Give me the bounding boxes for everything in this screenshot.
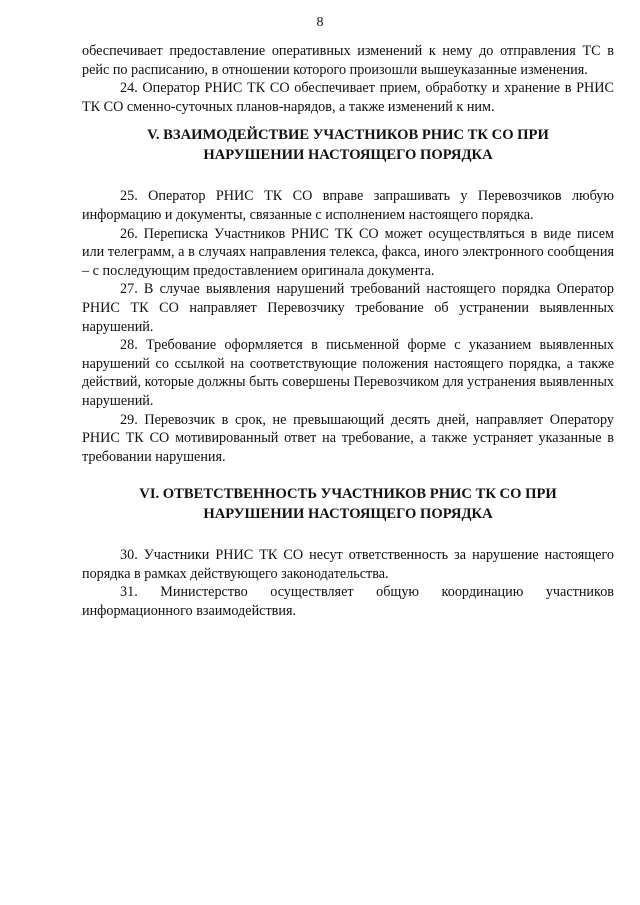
spacer bbox=[82, 524, 614, 546]
spacer bbox=[82, 116, 614, 126]
paragraph-26: 26. Переписка Участников РНИС ТК СО может осуществляться в виде писем или телеграмм, а в случаях направления телекса, факса, иного электронного сообщения – с последующим предоставлением оригинала документа. bbox=[82, 225, 614, 279]
paragraph-30: 30. Участники РНИС ТК СО несут ответственность за нарушение настоящего порядка в рамках действующего законодательства. bbox=[82, 547, 614, 582]
paragraph-25: 25. Оператор РНИС ТК СО вправе запрашивать у Перевозчиков любую информацию и документы, связанные с исполнением настоящего порядка. bbox=[82, 188, 614, 223]
paragraph-28: 28. Требование оформляется в письменной форме с указанием выявленных нарушений со ссылкой на соответствующие положения настоящего порядка, а также действий, которые должны быть совершены Перевозчиком для устранения выявленных нарушений. bbox=[82, 337, 614, 409]
paragraph-31: 31. Министерство осуществляет общую координацию участников информационного взаимодействия. bbox=[82, 584, 614, 620]
section-heading-vi: VI. ОТВЕТСТВЕННОСТЬ УЧАСТНИКОВ РНИС ТК СО ПРИ НАРУШЕНИИ НАСТОЯЩЕГО ПОРЯДКА bbox=[139, 486, 557, 522]
paragraph-29: 29. Перевозчик в срок, не превышающий десять дней, направляет Оператору РНИС ТК СО мотивированный ответ на требование, а также устраняет указанные в требовании нарушения. bbox=[82, 411, 614, 465]
spacer bbox=[82, 466, 614, 485]
section-heading-v: V. ВЗАИМОДЕЙСТВИЕ УЧАСТНИКОВ РНИС ТК СО ПРИ НАРУШЕНИИ НАСТОЯЩЕГО ПОРЯДКА bbox=[147, 127, 549, 163]
paragraph-24: 24. Оператор РНИС ТК СО обеспечивает прием, обработку и хранение в РНИС ТК СО сменно-суточных планов-нарядов, а также изменений к ним. bbox=[82, 80, 614, 115]
spacer bbox=[82, 165, 614, 187]
document-body bbox=[82, 42, 614, 621]
paragraph-27: 27. В случае выявления нарушений требований настоящего порядка Оператор РНИС ТК СО направляет Перевозчику требование об устранении выявленных нарушений. bbox=[82, 281, 614, 335]
page-number: 8 bbox=[316, 15, 324, 30]
paragraph-continuation: обеспечивает предоставление оперативных изменений к нему до отправления ТС в рейс по расписанию, в отношении которого произошли вышеуказанные изменения. bbox=[82, 43, 614, 78]
